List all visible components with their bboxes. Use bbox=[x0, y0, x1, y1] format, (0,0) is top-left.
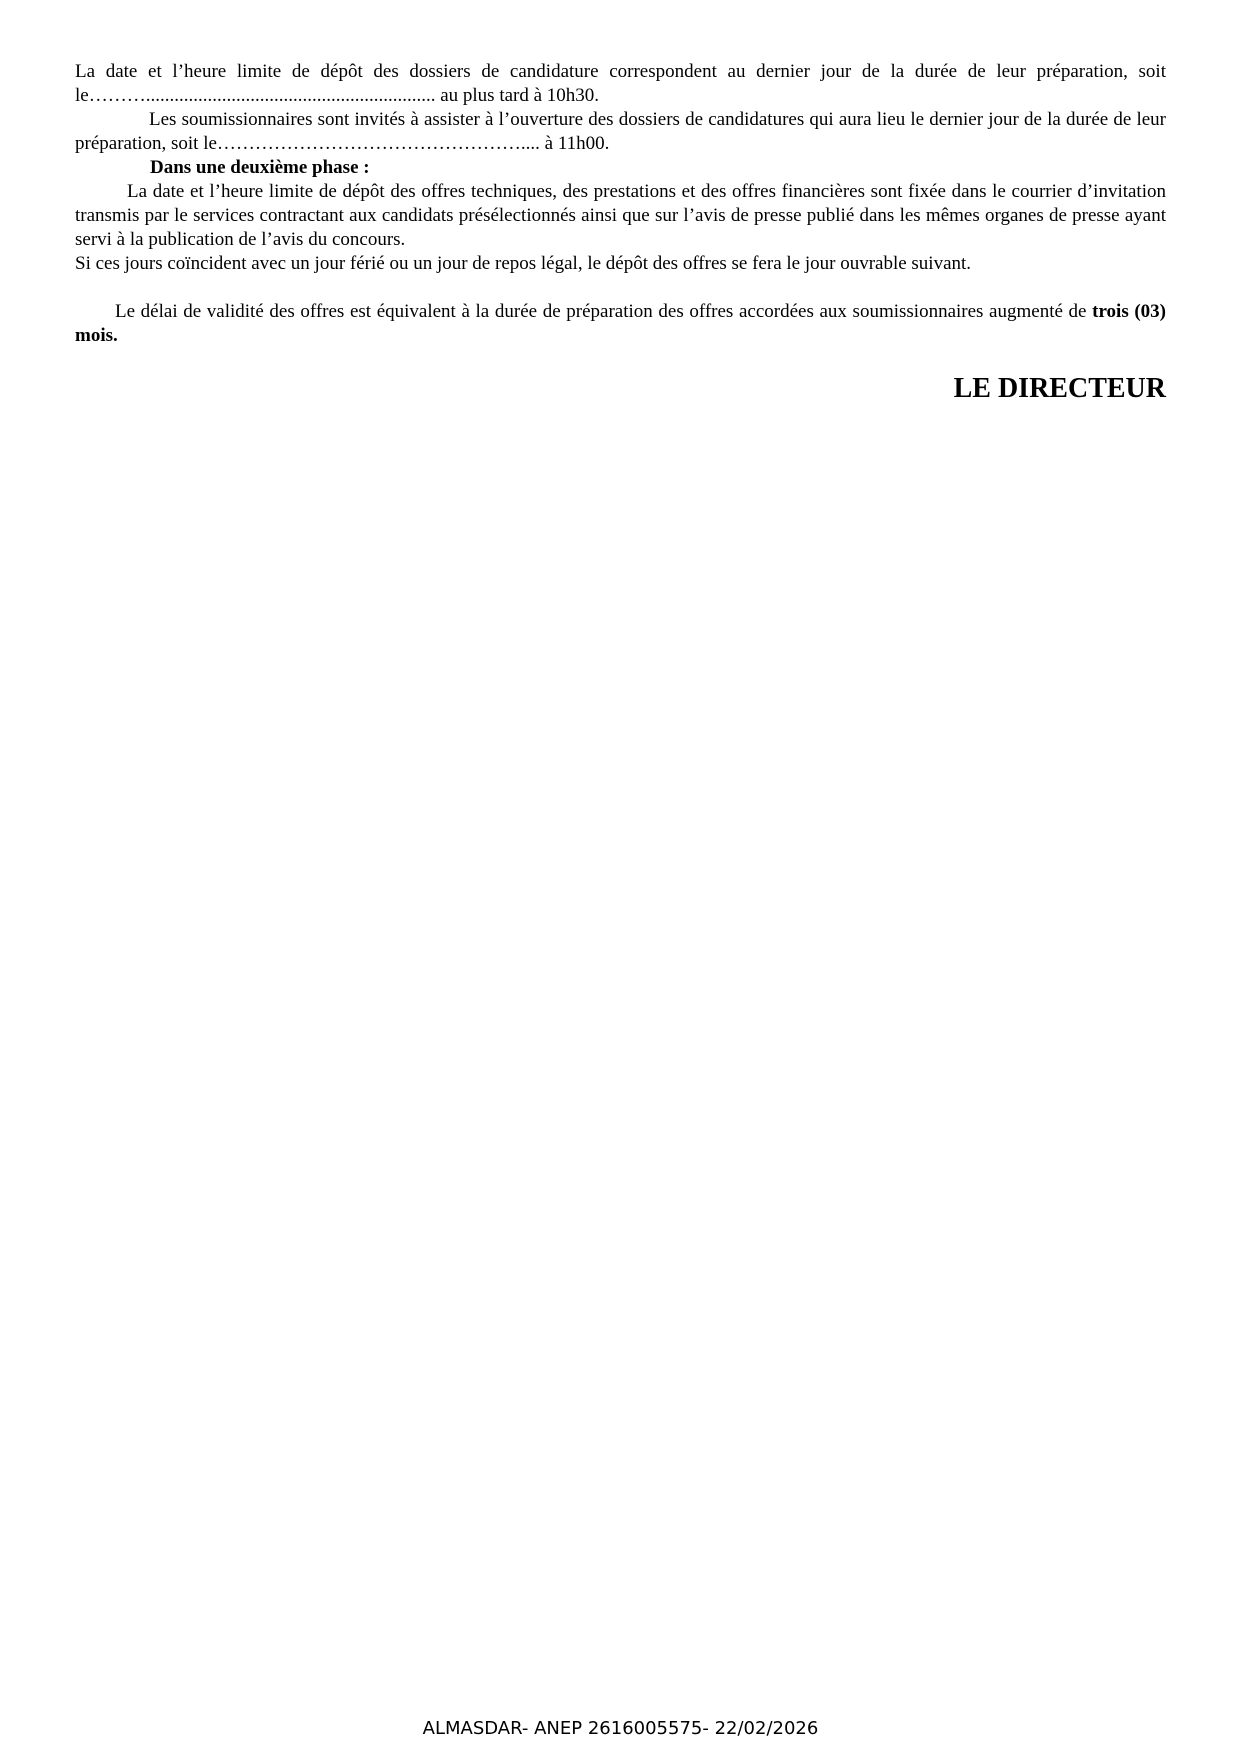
paragraph-spacer bbox=[75, 276, 1166, 300]
section-heading-second-phase: Dans une deuxième phase : bbox=[150, 157, 370, 178]
paragraph-opening-invitation: Les soumissionnaires sont invités à assister à l’ouverture des dossiers de candidatures qui aura lieu le dernier jour de la durée de leur préparation, soit le………………………………………….... à 11h00. bbox=[75, 109, 1166, 154]
paragraph-second-phase-deadline: La date et l’heure limite de dépôt des offres techniques, des prestations et des offres financières sont fixée dans le courrier d’invitation transmis par le services contractant aux candidats présélectionnés ainsi que sur l’avis de presse publié dans les mêmes organes de presse ayant servi à la publication de l’avis du concours. bbox=[75, 181, 1166, 250]
paragraph-holiday-rule: Si ces jours coïncident avec un jour férié ou un jour de repos légal, le dépôt des offres se fera le jour ouvrable suivant. bbox=[75, 253, 972, 274]
signature-title: LE DIRECTEUR bbox=[953, 373, 1166, 404]
validity-text: Le délai de validité des offres est équivalent à la durée de préparation des offres accordées aux soumissionnaires augmenté de bbox=[115, 301, 1093, 322]
paragraph-candidature-deadline: La date et l’heure limite de dépôt des dossiers de candidature correspondent au dernier jour de la durée de leur préparation, soit le………............................................................. au plus tard à 10h30. bbox=[75, 61, 1166, 106]
paragraph-validity bbox=[75, 300, 1166, 348]
validity-duration: trois (03) mois. bbox=[75, 301, 1167, 346]
footer-reference: ALMASDAR- ANEP 2616005575- 22/02/2026 bbox=[422, 1718, 819, 1739]
document-body bbox=[75, 60, 1166, 406]
